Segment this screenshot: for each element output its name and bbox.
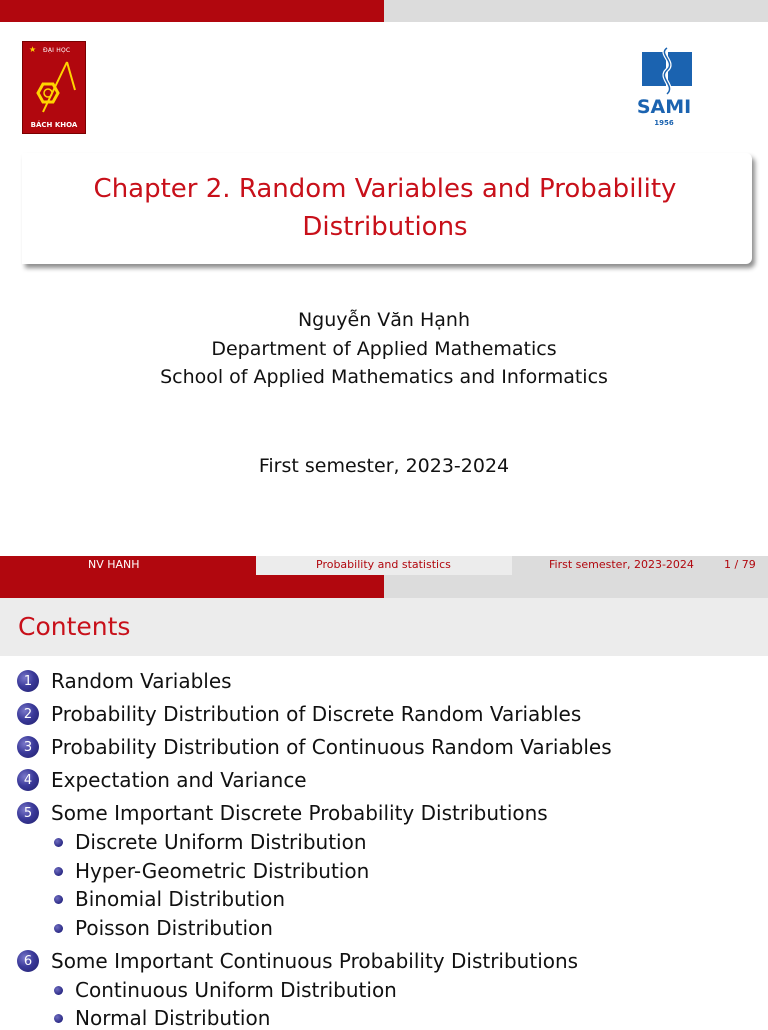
footer-page-number: 1 / 79	[724, 558, 756, 571]
toc-section-6[interactable]	[17, 949, 578, 973]
bullet-icon	[54, 1014, 63, 1023]
toc-section-5[interactable]	[17, 801, 548, 825]
subsection-label: Hyper-Geometric Distribution	[75, 859, 370, 883]
toc-subsection[interactable]	[54, 978, 397, 1002]
footer-semester: First semester, 2023-2024	[549, 558, 694, 571]
top-bar-left	[0, 0, 384, 22]
top-bar-right-2	[384, 575, 768, 598]
bullet-icon	[54, 867, 63, 876]
title-line-2: Distributions	[302, 212, 468, 242]
author-name: Nguyễn Văn Hạnh	[297, 309, 471, 331]
subsection-label: Poisson Distribution	[75, 916, 273, 940]
section-number-badge: 3	[17, 736, 39, 758]
subsection-label: Continuous Uniform Distribution	[75, 978, 397, 1002]
bach-khoa-logo	[22, 41, 86, 134]
toc-section-4[interactable]	[17, 768, 307, 792]
toc-section-3[interactable]	[17, 735, 612, 759]
school: School of Applied Mathematics and Informatics	[160, 366, 608, 388]
logo-bottom-text: BÁCH KHOA	[23, 121, 85, 129]
top-bar-left-2	[0, 575, 384, 598]
section-number-badge: 4	[17, 769, 39, 791]
bullet-icon	[54, 924, 63, 933]
footer-author: NV HANH	[88, 558, 140, 571]
sami-name: SAMI	[636, 96, 692, 118]
bullet-icon	[54, 838, 63, 847]
toc-subsection[interactable]	[54, 859, 369, 883]
toc-subsection[interactable]	[54, 887, 285, 911]
toc-section-1[interactable]	[17, 669, 232, 693]
department: Department of Applied Mathematics	[211, 337, 557, 360]
section-label: Some Important Continuous Probability Distributions	[51, 949, 579, 973]
section-label: Random Variables	[51, 669, 232, 693]
section-number-badge: 2	[17, 703, 39, 725]
section-label: Expectation and Variance	[51, 768, 307, 792]
sami-year: 1956	[654, 119, 674, 127]
author-block	[0, 306, 768, 392]
footer-course: Probability and statistics	[316, 558, 451, 571]
toc-subsection[interactable]	[54, 830, 367, 854]
slide-title	[60, 170, 710, 246]
section-number-badge: 5	[17, 802, 39, 824]
bullet-icon	[54, 895, 63, 904]
toc-section-2[interactable]	[17, 702, 581, 726]
star-icon: ★	[29, 45, 37, 54]
title-line-1: Chapter 2. Random Variables and Probability	[93, 174, 677, 204]
slide-footer	[0, 556, 768, 575]
toc-subsection[interactable]	[54, 1006, 270, 1030]
semester: First semester, 2023-2024	[258, 455, 510, 477]
bullet-icon	[54, 986, 63, 995]
logo-top-text: ĐẠI HỌC	[43, 47, 71, 54]
gear-compass-icon	[23, 50, 85, 120]
section-label: Probability Distribution of Continuous Random Variables	[51, 735, 612, 759]
subsection-label: Binomial Distribution	[75, 887, 286, 911]
section-label: Probability Distribution of Discrete Random Variables	[51, 702, 582, 726]
subsection-label: Discrete Uniform Distribution	[75, 830, 367, 854]
subsection-label: Normal Distribution	[75, 1006, 271, 1030]
toc-subsection[interactable]	[54, 916, 273, 940]
section-number-badge: 6	[17, 950, 39, 972]
top-bar-right	[384, 0, 768, 22]
section-label: Some Important Discrete Probability Distributions	[51, 801, 548, 825]
sami-logo	[628, 40, 712, 132]
contents-heading: Contents	[18, 612, 131, 641]
section-number-badge: 1	[17, 670, 39, 692]
